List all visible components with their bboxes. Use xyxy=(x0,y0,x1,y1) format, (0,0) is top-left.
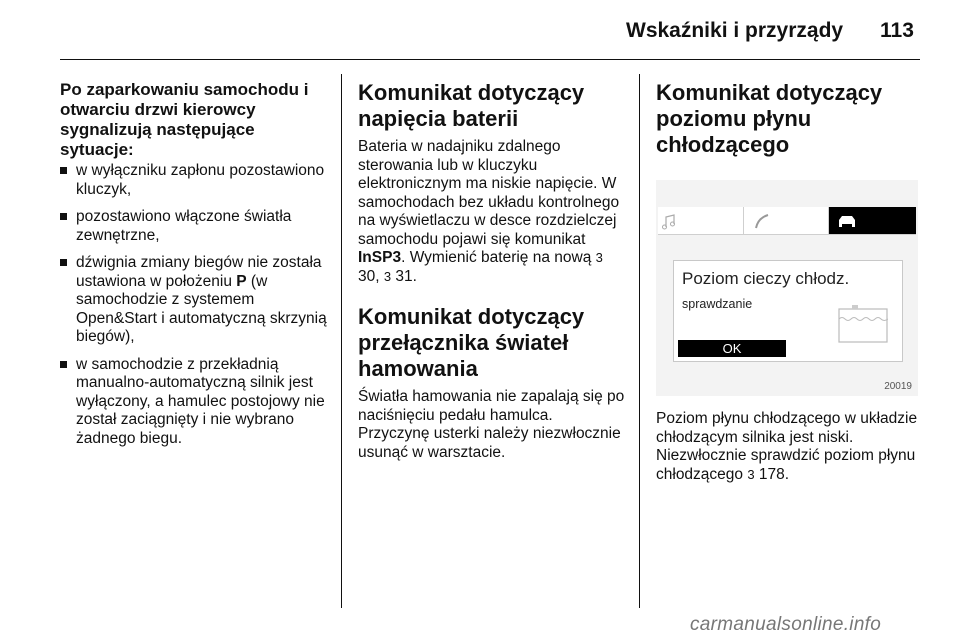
list-item: dźwignia zmiany biegów nie została ustawiona w położeniu P (w samochodzie z systemem Open&Start i automatyczną skrzynią biegów), xyxy=(60,254,330,347)
intro-heading: Po zaparkowaniu samochodu i otwarciu drzwi kierowcy sygnalizują następujące sytuacje: xyxy=(60,80,309,159)
column-left xyxy=(60,80,330,457)
music-note-icon xyxy=(658,207,743,234)
section-heading-brake-lights: Komunikat dotyczący przełącznika świateł hamowania xyxy=(358,304,585,381)
bullet-icon xyxy=(60,213,67,220)
section-text-coolant: Poziom płynu chłodzącego w układzie chłodzącym silnika jest niski. Niezwłocznie sprawdzić poziom płynu chłodzącego 3 178. xyxy=(656,410,918,483)
page-ref-link[interactable]: 178. xyxy=(758,465,790,483)
section-heading-coolant: Komunikat dotyczący poziomu płynu chłodzącego xyxy=(656,80,883,157)
ok-button: OK xyxy=(678,340,786,357)
page-ref-icon: 3 xyxy=(747,466,755,482)
bullet-icon xyxy=(60,167,67,174)
column-middle xyxy=(358,80,628,462)
list-item: w samochodzie z przekładnią manualno-automatyczną silnik jest wyłączony, a hamulec postojowy nie został zaciągnięty i nie wybrano żadnego biegu. xyxy=(60,356,330,449)
page-ref-icon: 3 xyxy=(595,250,603,265)
bullet-list xyxy=(60,162,330,448)
bullet-icon xyxy=(60,259,67,266)
header-rule xyxy=(60,59,920,60)
car-icon xyxy=(829,207,916,234)
display-tabs xyxy=(658,207,916,235)
tab-vehicle xyxy=(829,207,916,234)
display-message: Poziom cieczy chłodz. xyxy=(682,269,850,288)
page-number: 113 xyxy=(880,19,914,42)
coolant-tank-icon xyxy=(838,303,888,343)
column-divider xyxy=(341,74,342,608)
message-panel xyxy=(673,260,903,362)
list-item: w wyłączniku zapłonu pozostawiono kluczyk, xyxy=(60,162,330,199)
image-code: 20019 xyxy=(884,380,912,392)
section-text-brake-lights: Światła hamowania nie zapalają się po naciśnięciu pedału hamulca. Przyczynę usterki należy niezwłocznie usunąć w warsztacie. xyxy=(358,388,625,461)
column-divider xyxy=(639,74,640,608)
page-ref-icon: 3 xyxy=(383,268,392,284)
display-submessage: sprawdzanie xyxy=(682,297,753,311)
phone-icon xyxy=(744,207,828,234)
watermark: carmanualsonline.info xyxy=(690,614,882,635)
bullet-icon xyxy=(60,361,67,368)
tab-phone xyxy=(744,207,829,234)
list-item: pozostawiono włączone światła zewnętrzne, xyxy=(60,208,330,245)
display-illustration xyxy=(656,180,918,396)
column-right xyxy=(656,80,928,484)
tab-audio xyxy=(658,207,744,234)
page-ref-link[interactable]: 31. xyxy=(395,267,417,285)
page-ref-link[interactable]: 30 xyxy=(358,267,376,285)
section-text-battery: Bateria w nadajniku zdalnego sterowania lub w kluczyku elektronicznym ma niskie napięcie. W samochodach bez układu kontrolnego na wyświetlaczu w desce rozdzielczej samochodu pojawi się komunikat InSP3. Wymienić baterię na nową 3 30, 3 31. xyxy=(358,138,620,285)
page-title: Wskaźniki i przyrządy xyxy=(626,19,844,42)
section-heading-battery: Komunikat dotyczący napięcia baterii xyxy=(358,80,585,131)
